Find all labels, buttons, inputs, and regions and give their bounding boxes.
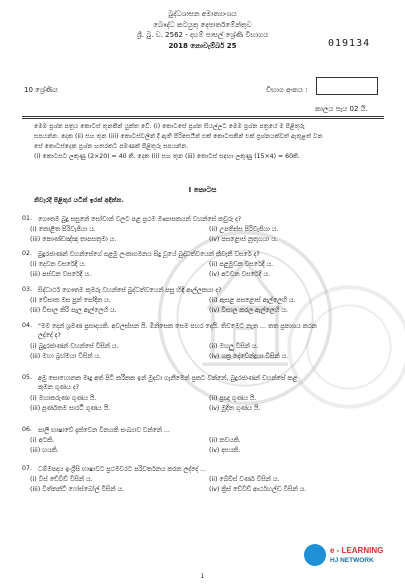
logo-icon <box>304 544 326 566</box>
divider-rule <box>22 118 384 119</box>
option-3[interactable]: (iii) විසාල කිරි පෑල ඇල්ලෙහි ය. <box>30 307 117 314</box>
option-2[interactable]: (ii) ප්‍රඥා ගුණය යි. <box>209 395 257 402</box>
question-stem: "මම දෙන් ශ්‍රමණ ප්‍රසාදයකි. අවලස්සන යි. මිනිසෙක සෙම පහර දෙයි. තිවමෙට නැත ... තත ප්‍රකාශය කරන <box>38 323 317 330</box>
question-number: 04. <box>22 322 33 329</box>
question-number: 03. <box>22 286 33 293</box>
time-allowed: කාලය පැය 02 යි. <box>315 105 368 113</box>
question-5 <box>22 374 382 418</box>
question-stem: ලද්දේ ද? <box>38 332 61 339</box>
grade-label: 10 ශ්‍රේණිය <box>24 86 58 94</box>
question-stem: කුමන ගුණය ද? <box>38 384 79 391</box>
instruction-line: මෙම ප්‍රශ්න පත්‍රය කොටස් තුනකින් යුක්ත වේ. (i) කොටසේ ප්‍රශ්න සියල්ලට මෙම ප්‍රශ්න පත්‍රයේ ම පිළිතුරු <box>34 123 305 130</box>
question-number: 05. <box>22 374 33 381</box>
option-4[interactable]: (iv) ක්‍රිස් ඩේවිඩ් ආර්ථහල්ඩ විසින් ය. <box>209 486 307 493</box>
option-4[interactable]: (iv) දසයකි. <box>209 447 241 454</box>
option-3[interactable]: (iii) පස්වන වසරේදී ය. <box>30 271 92 278</box>
question-stem: අමු සොහොනක මෘදු අත් පිටි කරීකක ඉන් මුදවා ගැනීමෙන් ප්‍රකට වන්නේ, බුදුරජාණන් වහන්සේ කළ <box>38 375 298 382</box>
question-4 <box>22 322 382 366</box>
exam-title: ශ්‍රී. බු. ව. 2562 - දහම් පාසල් ශ්‍රේණි විභාගය <box>136 31 269 39</box>
option-4[interactable]: (iv) මුදිත ගුණය යි. <box>209 405 261 412</box>
option-1[interactable]: (i) අටකි. <box>30 437 55 444</box>
divider-rule <box>22 116 384 117</box>
ministry-title: බුද්ධශාසන අමාත්‍යාංශය <box>168 10 237 18</box>
instruction-line: (i) කොටසට ලකුණු (2×20) = 40 කි. දෙක (ii) සහ තුන (iii) කොටස් සඳහා ලකුණු (15×4) = 60කි. <box>34 153 301 160</box>
page-number: 1 <box>200 573 205 580</box>
option-2[interactable]: (ii) ඇසළ පසළොස් ඇල්ලෙහි ය. <box>209 297 296 304</box>
question-3 <box>22 286 382 320</box>
instruction-line: සපයන්න. දෙක (ii) සහ තුන (iii) කොටස්වලින් දී ඇති පිරිසෙයින් එක් කොටසකින් එක් ප්‍රශ්නයක්වත් ඇතුළත් වන <box>34 133 323 140</box>
part-instruction: නිවැරදි පිළිතුර යටින් ඉරක් අඳින්න. <box>34 197 124 204</box>
option-3[interactable]: (iii) විත්තන්ට් ෆෝස්බෝල් විසින් ය. <box>30 486 125 493</box>
option-3[interactable]: (iii) හයකි. <box>30 447 59 454</box>
option-2[interactable]: (ii) බේච්ස් වර්ණ විසින් ය. <box>209 476 280 483</box>
question-1 <box>22 215 382 249</box>
question-stem: සිද්ධාර්ථ ගෞතම කුමරු වහන්සේ බුද්ධත්වයෙන් පසු හිඳි ආල්ලකයා ද? <box>38 287 222 294</box>
option-1[interactable]: (i) වේසාක මස පුන් පෝදින ය. <box>30 297 111 304</box>
logo-text-line1: e - LEARNING <box>330 546 384 555</box>
question-number: 07. <box>22 465 33 472</box>
option-3[interactable]: (iii) පූර්ණතම සාරථී ගුණය යි. <box>30 405 111 412</box>
option-3[interactable]: (iii) මහා බ්‍රහ්මයා විසින් ය. <box>30 353 102 360</box>
option-4[interactable]: (iv) ශක්‍ර දේවේන්ද්‍රයා විසින් ය. <box>209 353 289 360</box>
question-6 <box>22 426 382 460</box>
question-2 <box>22 250 382 284</box>
exam-number-label: විභාග අංකය : <box>266 86 308 94</box>
question-number: 01. <box>22 215 33 222</box>
question-stem: බුදුරජාණන් වහන්සේගේ පළමු ලංකාගමනය සිදු වූයේ බුද්ධත්වයෙන් කීවැනි වසරේ ද? <box>38 251 260 258</box>
question-number: 06. <box>22 426 33 433</box>
option-1[interactable]: (i) දෙවන වසරේදී ය. <box>30 261 86 268</box>
question-7 <box>22 465 382 499</box>
instruction-line: සේ කොටස්දෙක ප්‍රශ්න හතරකට පමණක් පිළිතුරු සපයන්න. <box>34 143 189 150</box>
department-title: බෞද්ධ කටයුතු දෙපාර්තමේන්තුව <box>153 21 252 29</box>
option-2[interactable]: (ii) නවයකි. <box>209 437 241 444</box>
logo-text-line2: HJ NETWORK <box>330 557 374 564</box>
part-title: I කොටස <box>188 186 217 194</box>
exam-date: 2018 නොවැම්බර් 25 <box>168 42 237 50</box>
exam-number-box[interactable] <box>316 77 378 95</box>
option-2[interactable]: (ii) පළමුවන වසරේදී ය. <box>209 261 274 268</box>
option-1[interactable]: (i) කොළිත පිරිවැජියා ය. <box>30 226 96 233</box>
option-2[interactable]: (ii) උපතිස්ස පිරිවැජියා ය. <box>209 226 279 233</box>
serial-number: 019134 <box>328 38 371 49</box>
question-stem: පාලි භාෂාවේ දැක්වෙන විනයකි සංඛ්‍යාව වන්නේ ... <box>38 427 170 434</box>
option-4[interactable]: (iv) විසාල කරල ඇල්ලෙහි ය. <box>209 307 288 314</box>
option-1[interactable]: (i) බුදුරජාණන් වහන්සේ විසින් ය. <box>30 343 119 350</box>
option-4[interactable]: (iv) පසළොස් නූතුගයා ය. <box>209 236 278 243</box>
option-1[interactable]: (i) විස් ඩේවිඩ් විසින් ය. <box>30 476 93 483</box>
option-3[interactable]: (iii) කොණ්ඩඤ්ඤ තාපසතුමා ය. <box>30 236 117 243</box>
option-4[interactable]: (iv) අටවන වසරේදී ය. <box>209 271 270 278</box>
question-number: 02. <box>22 250 33 257</box>
question-stem: ධම්මපදය ඉංග්‍රීසි භාෂාවට ප්‍රථමවරට පරිවර්තනය කරන ලද්දේ ... <box>38 466 207 473</box>
option-1[interactable]: (i) මහාකරුණා ගුණය යි. <box>30 395 97 402</box>
question-stem: ගෞතම බුදු සසුනේ සෝවාන් වලට පළ ප්‍රථම ඖපාසකයන් වහන්සේ කවුරු ද? <box>38 216 242 223</box>
option-2[interactable]: (ii) මහලු විසින් ය. <box>209 343 259 350</box>
